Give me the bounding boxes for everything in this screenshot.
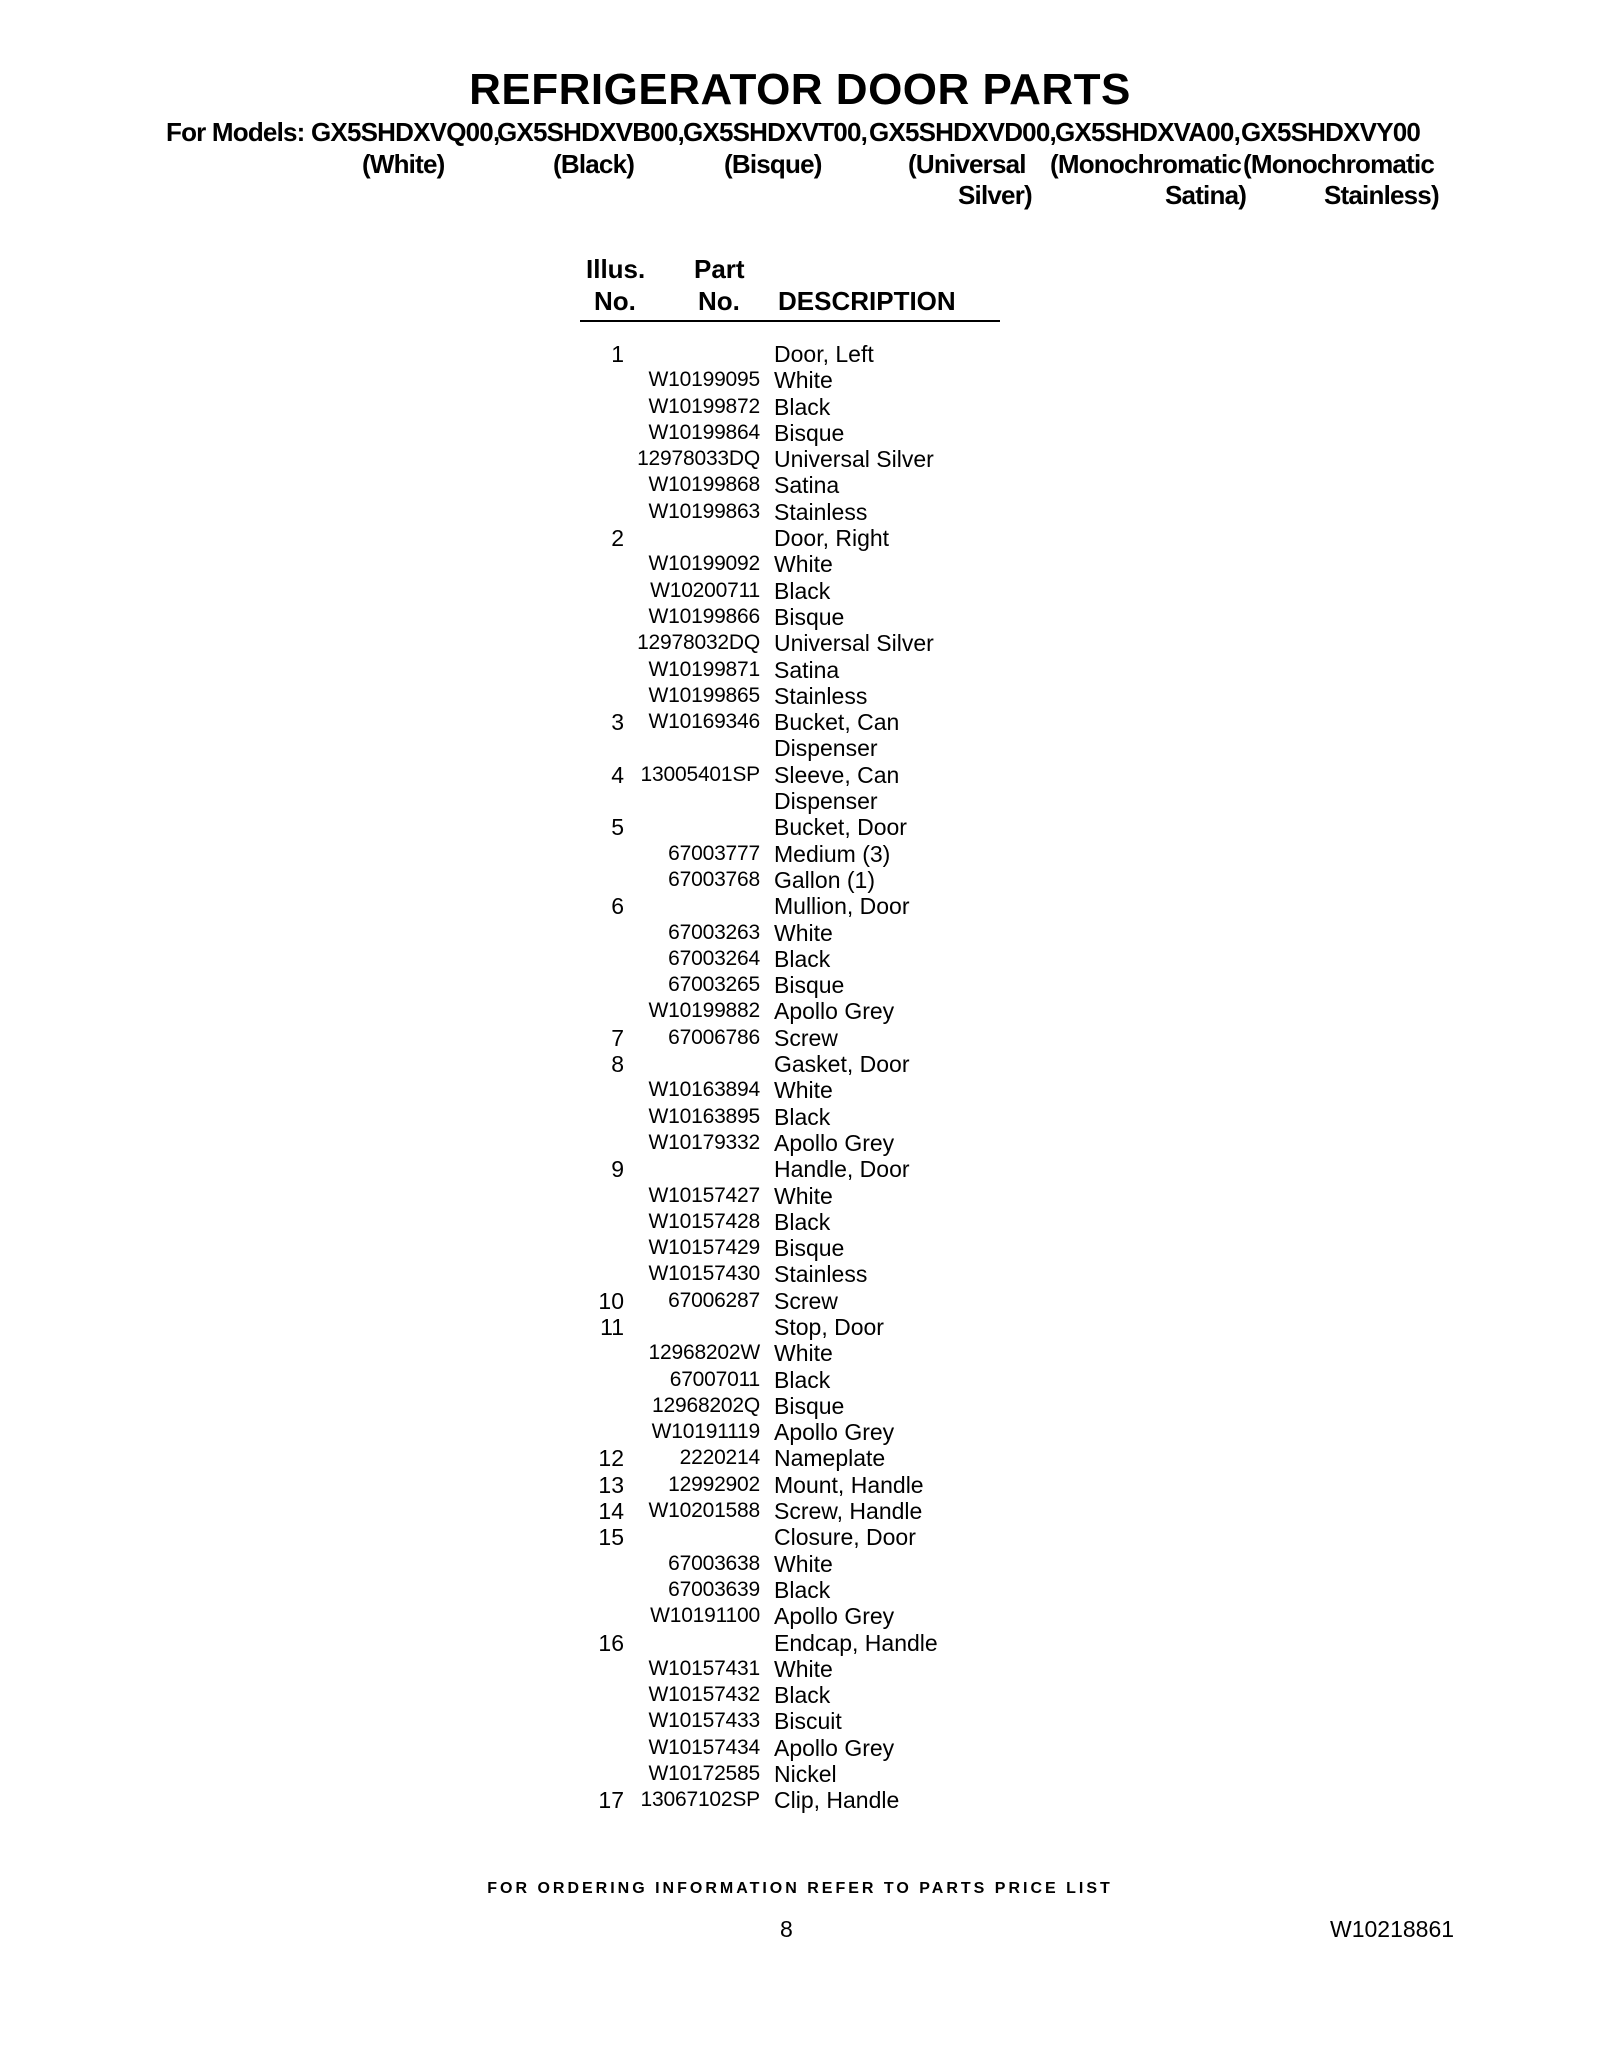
ordering-note: FOR ORDERING INFORMATION REFER TO PARTS PRICE LIST: [487, 1880, 1113, 1897]
illus-number: 13: [598, 1471, 624, 1498]
part-description: Screw, Handle: [774, 1498, 923, 1525]
part-number: W10200711: [650, 578, 760, 602]
model-code: GX5SHDXVQ00,: [311, 117, 500, 147]
header-illus-line1: Illus.: [586, 254, 646, 284]
part-number: W10163895: [648, 1104, 760, 1128]
parts-row: [0, 604, 1600, 630]
part-number: W10157429: [648, 1236, 760, 1260]
part-number: W10157432: [648, 1683, 760, 1707]
part-description: Endcap, Handle: [774, 1629, 938, 1656]
part-description: Black: [774, 1366, 831, 1393]
document-number: W10218861: [1330, 1916, 1455, 1942]
parts-row: [0, 1787, 1600, 1813]
part-description: Apollo Grey: [774, 1734, 895, 1761]
part-description: Dispenser: [774, 735, 878, 762]
model-code: GX5SHDXVA00,: [1055, 117, 1240, 147]
part-number: W10157431: [648, 1656, 760, 1680]
part-number: W10199865: [648, 683, 760, 707]
header-part-line2: No.: [698, 286, 740, 316]
part-description: Bisque: [774, 1392, 845, 1419]
parts-row: [0, 1419, 1600, 1445]
illus-number: 16: [598, 1629, 624, 1656]
illus-number: 8: [611, 1051, 624, 1078]
parts-row: [0, 1498, 1600, 1524]
parts-row: [0, 1077, 1600, 1103]
parts-row: [0, 1551, 1600, 1577]
part-number: 67003638: [668, 1551, 760, 1575]
parts-row: [0, 1025, 1600, 1051]
model-color-line2: Satina): [1165, 180, 1247, 210]
part-description: Gasket, Door: [774, 1051, 910, 1078]
part-description: White: [774, 1077, 833, 1104]
model-color: (Monochromatic: [1243, 149, 1435, 179]
part-description: Handle, Door: [774, 1156, 910, 1183]
model-code: GX5SHDXVB00,: [497, 117, 684, 147]
illus-number: 12: [598, 1445, 624, 1472]
part-number: 67006287: [668, 1288, 760, 1312]
models-prefix: For Models:: [166, 117, 305, 147]
parts-row: [0, 446, 1600, 472]
part-description: Mount, Handle: [774, 1471, 924, 1498]
part-description: Apollo Grey: [774, 1129, 895, 1156]
parts-row: [0, 657, 1600, 683]
part-description: White: [774, 367, 833, 394]
parts-row: [0, 420, 1600, 446]
part-number: W10199882: [648, 999, 760, 1023]
part-number: W10163894: [648, 1078, 760, 1102]
parts-row: [0, 1682, 1600, 1708]
parts-row: [0, 1630, 1600, 1656]
part-description: Biscuit: [774, 1708, 842, 1735]
part-number: 13067102SP: [640, 1788, 760, 1812]
part-description: Dispenser: [774, 788, 878, 815]
part-number: 12968202W: [648, 1341, 760, 1365]
part-number: W10157433: [648, 1709, 760, 1733]
part-number: W10199863: [648, 499, 760, 523]
part-description: Screw: [774, 1287, 838, 1314]
model-code: GX5SHDXVY00: [1241, 117, 1421, 147]
part-description: Bucket, Door: [774, 814, 907, 841]
part-number: W10157427: [648, 1183, 760, 1207]
parts-row: [0, 1367, 1600, 1393]
part-description: Black: [774, 1682, 831, 1709]
parts-row: [0, 683, 1600, 709]
model-color: (Universal: [908, 149, 1026, 179]
part-number: 67003263: [668, 920, 760, 944]
header-description: DESCRIPTION: [778, 286, 956, 316]
illus-number: 1: [611, 341, 624, 367]
part-number: W10191119: [651, 1420, 760, 1444]
header-part-line1: Part: [694, 254, 745, 284]
part-number: W10157434: [648, 1735, 760, 1759]
parts-row: [0, 1708, 1600, 1734]
part-description: Black: [774, 1103, 831, 1130]
part-description: Black: [774, 1576, 831, 1603]
part-description: Satina: [774, 472, 840, 499]
parts-row: [0, 709, 1600, 735]
part-description: White: [774, 1182, 833, 1209]
part-description: Stainless: [774, 1261, 868, 1288]
parts-row: [0, 972, 1600, 998]
parts-row: [0, 1472, 1600, 1498]
parts-row: [0, 394, 1600, 420]
illus-number: 6: [611, 893, 624, 920]
parts-row: [0, 1603, 1600, 1629]
part-description: Apollo Grey: [774, 998, 895, 1025]
part-description: Clip, Handle: [774, 1787, 900, 1814]
part-number: W10199864: [648, 420, 760, 444]
parts-row: [0, 920, 1600, 946]
parts-row: [0, 1235, 1600, 1261]
illus-number: 5: [611, 814, 624, 841]
part-description: Black: [774, 1208, 831, 1235]
parts-row: [0, 1445, 1600, 1471]
part-description: Nameplate: [774, 1445, 886, 1472]
part-description: Stop, Door: [774, 1313, 884, 1340]
parts-row: [0, 1735, 1600, 1761]
parts-row: [0, 841, 1600, 867]
part-description: Door, Right: [774, 525, 890, 552]
part-number: W10157428: [648, 1209, 760, 1233]
part-number: W10191100: [650, 1604, 760, 1628]
page-number: 8: [780, 1916, 793, 1942]
part-number: W10199092: [648, 552, 760, 576]
part-number: 13005401SP: [640, 762, 760, 786]
illus-number: 15: [598, 1524, 624, 1551]
part-description: White: [774, 919, 833, 946]
part-number: 12978033DQ: [637, 447, 760, 471]
parts-row: [0, 341, 1600, 367]
part-number: 67003777: [668, 841, 760, 865]
parts-row: [0, 1314, 1600, 1340]
model-color: (Bisque): [724, 149, 822, 179]
model-color: (White): [362, 149, 445, 179]
parts-row: [0, 551, 1600, 577]
parts-row: [0, 1156, 1600, 1182]
part-description: Stainless: [774, 682, 868, 709]
part-number: 67003265: [668, 973, 760, 997]
illus-number: 10: [598, 1287, 624, 1314]
parts-row: [0, 814, 1600, 840]
parts-row: [0, 1104, 1600, 1130]
parts-row: [0, 1183, 1600, 1209]
part-description: Bisque: [774, 1235, 845, 1262]
part-number: 12978032DQ: [637, 631, 760, 655]
parts-row: [0, 1393, 1600, 1419]
part-description: Closure, Door: [774, 1524, 916, 1551]
parts-row: [0, 1524, 1600, 1550]
part-description: White: [774, 1655, 833, 1682]
part-number: 12968202Q: [652, 1393, 760, 1417]
parts-row: [0, 1656, 1600, 1682]
parts-row: [0, 1051, 1600, 1077]
part-description: Universal Silver: [774, 446, 934, 473]
illus-number: 17: [598, 1787, 624, 1814]
parts-row: [0, 1577, 1600, 1603]
part-description: Sleeve, Can: [774, 761, 900, 788]
part-number: W10199872: [648, 394, 760, 418]
part-number: 67003264: [668, 946, 760, 970]
part-description: Mullion, Door: [774, 893, 910, 920]
part-description: Door, Left: [774, 341, 874, 367]
part-number: W10157430: [648, 1262, 760, 1286]
parts-row: [0, 1340, 1600, 1366]
parts-row: [0, 630, 1600, 656]
parts-row: [0, 735, 1600, 761]
parts-row: [0, 1261, 1600, 1287]
part-description: Black: [774, 577, 831, 604]
part-description: Apollo Grey: [774, 1603, 895, 1630]
part-description: Satina: [774, 656, 840, 683]
part-description: Bisque: [774, 603, 845, 630]
parts-row: [0, 525, 1600, 551]
part-description: Nickel: [774, 1761, 837, 1788]
parts-row: [0, 867, 1600, 893]
part-number: W10199095: [648, 368, 760, 392]
parts-table-header: [580, 254, 1000, 322]
illus-number: 9: [611, 1156, 624, 1183]
part-description: Bucket, Can: [774, 709, 900, 736]
parts-row: [0, 788, 1600, 814]
part-number: 67003639: [668, 1577, 760, 1601]
parts-row: [0, 1209, 1600, 1235]
part-description: White: [774, 1340, 833, 1367]
part-number: W10199868: [648, 473, 760, 497]
model-color-line2: Stainless): [1324, 180, 1439, 210]
part-description: Black: [774, 945, 831, 972]
part-number: W10199871: [648, 657, 760, 681]
part-description: Medium (3): [774, 840, 891, 867]
part-number: W10169346: [648, 710, 760, 734]
part-number: 2220214: [679, 1446, 760, 1470]
part-description: Gallon (1): [774, 866, 875, 893]
header-illus-line2: No.: [594, 286, 636, 316]
parts-row: [0, 762, 1600, 788]
part-number: 67003768: [668, 867, 760, 891]
page-title: REFRIGERATOR DOOR PARTS: [469, 65, 1131, 114]
part-number: W10179332: [648, 1130, 760, 1154]
part-description: White: [774, 551, 833, 578]
illus-number: 4: [611, 761, 624, 788]
parts-row: [0, 1761, 1600, 1787]
illus-number: 3: [611, 709, 624, 736]
model-code: GX5SHDXVD00,: [869, 117, 1056, 147]
part-number: W10201588: [648, 1499, 760, 1523]
model-color-line2: Silver): [958, 180, 1032, 210]
part-description: Black: [774, 393, 831, 420]
part-description: Bisque: [774, 419, 845, 446]
part-number: 67007011: [669, 1367, 760, 1391]
part-number: 67006786: [668, 1025, 760, 1049]
part-description: Stainless: [774, 498, 868, 525]
illus-number: 7: [611, 1024, 624, 1051]
part-number: 12992902: [668, 1472, 760, 1496]
illus-number: 11: [600, 1313, 624, 1340]
part-description: White: [774, 1550, 833, 1577]
parts-row: [0, 946, 1600, 972]
part-number: W10199866: [648, 604, 760, 628]
parts-row: [0, 998, 1600, 1024]
parts-row: [0, 893, 1600, 919]
part-number: W10172585: [648, 1762, 760, 1786]
parts-row: [0, 1288, 1600, 1314]
parts-row: [0, 1130, 1600, 1156]
parts-row: [0, 578, 1600, 604]
parts-row: [0, 499, 1600, 525]
part-description: Screw: [774, 1024, 838, 1051]
parts-row: [0, 367, 1600, 393]
part-description: Apollo Grey: [774, 1419, 895, 1446]
part-description: Bisque: [774, 972, 845, 999]
model-color: (Monochromatic: [1050, 149, 1242, 179]
illus-number: 2: [611, 525, 624, 552]
model-color: (Black): [553, 149, 635, 179]
model-code: GX5SHDXVT00,: [683, 117, 868, 147]
illus-number: 14: [598, 1498, 624, 1525]
parts-row: [0, 472, 1600, 498]
part-description: Universal Silver: [774, 630, 934, 657]
parts-list: [0, 341, 1600, 1814]
